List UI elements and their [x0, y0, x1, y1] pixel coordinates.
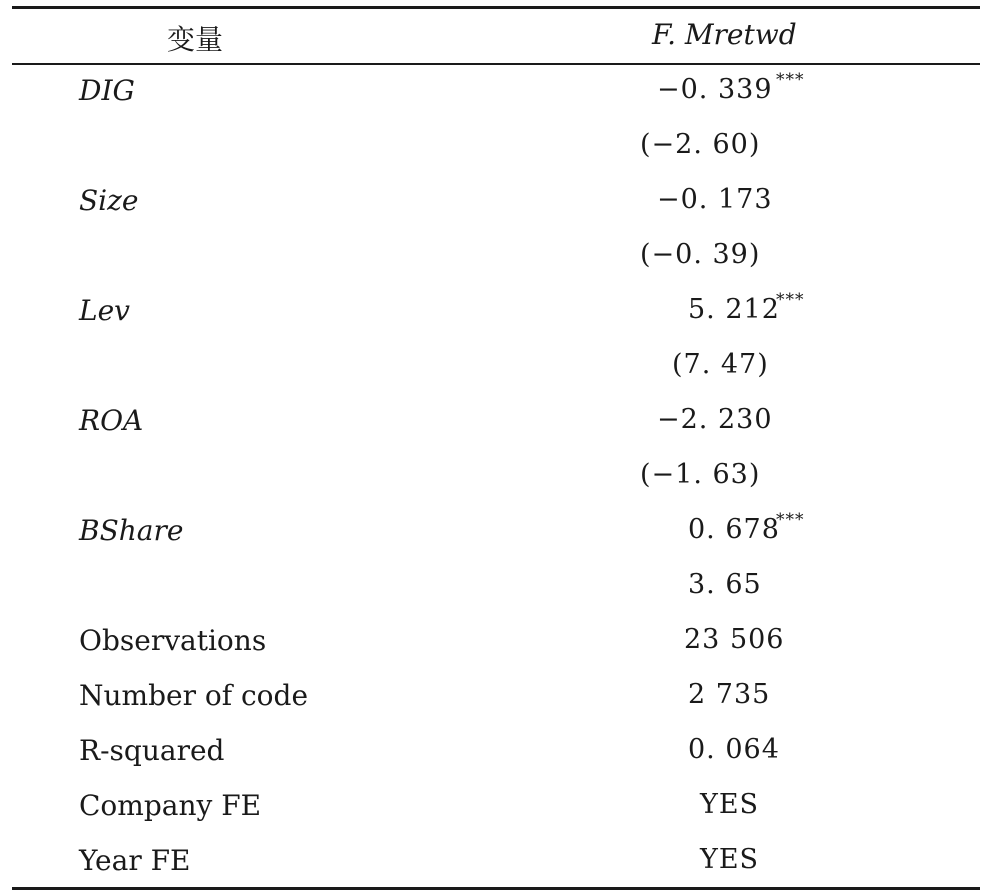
row-label: Observations [79, 624, 267, 657]
row-value: (−2. 60) [640, 129, 761, 160]
table-row [12, 119, 980, 174]
header-column: F. Mretwd [652, 18, 797, 51]
table-row [12, 779, 980, 834]
row-value: −0. 173 [657, 184, 773, 215]
table-row [12, 504, 980, 559]
row-value: 2 735 [688, 679, 771, 710]
table-row [12, 284, 980, 339]
row-value: YES [700, 844, 760, 875]
table-row [12, 669, 980, 724]
regression-table [12, 0, 980, 896]
row-value: (−1. 63) [640, 459, 761, 490]
table-row [12, 339, 980, 394]
row-label: Lev [79, 294, 130, 327]
row-label: Company FE [79, 789, 262, 822]
table-row [12, 834, 980, 889]
table-header [12, 10, 980, 62]
row-value: (7. 47) [672, 349, 769, 380]
significance-stars: *** [776, 510, 805, 530]
table-row [12, 64, 980, 119]
row-value: −0. 339 [657, 74, 773, 105]
row-value: 3. 65 [688, 569, 762, 600]
row-label: ROA [79, 404, 144, 437]
significance-stars: *** [776, 290, 805, 310]
table-row [12, 559, 980, 614]
row-value: 23 506 [684, 624, 785, 655]
row-label: DIG [79, 74, 135, 107]
table-row [12, 174, 980, 229]
significance-stars: *** [776, 70, 805, 90]
row-value: (−0. 39) [640, 239, 761, 270]
table-row [12, 449, 980, 504]
row-label: Size [79, 184, 139, 217]
row-label: R-squared [79, 734, 225, 767]
table-row [12, 724, 980, 779]
row-value: 0. 678 [688, 514, 780, 545]
bottom-rule [12, 887, 980, 890]
row-value: YES [700, 789, 760, 820]
row-value: −2. 230 [657, 404, 773, 435]
table-row [12, 394, 980, 449]
table-row [12, 229, 980, 284]
row-value: 5. 212 [688, 294, 780, 325]
row-label: Year FE [79, 844, 191, 877]
row-label: Number of code [79, 679, 309, 712]
row-label: BShare [79, 514, 184, 547]
row-value: 0. 064 [688, 734, 780, 765]
table-row [12, 614, 980, 669]
top-rule [12, 6, 980, 9]
header-variable: 变量 [167, 23, 224, 56]
